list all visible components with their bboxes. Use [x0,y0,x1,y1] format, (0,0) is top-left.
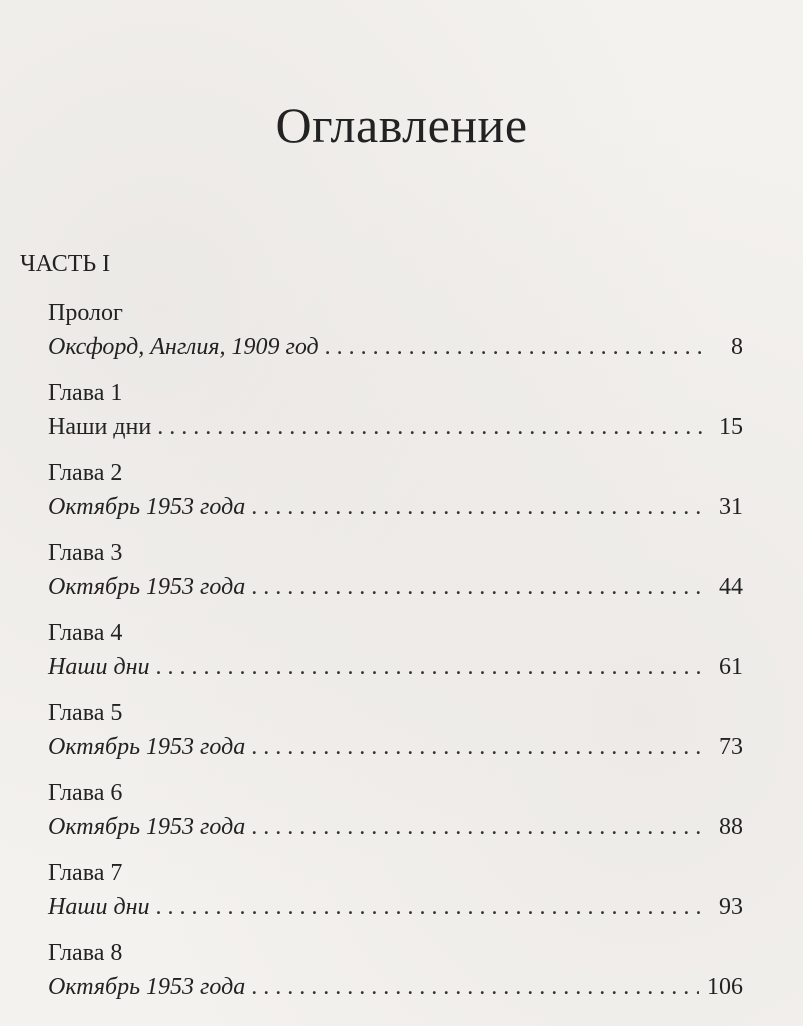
page-title: Оглавление [275,97,528,153]
dot-leader [157,410,705,444]
toc-entry[interactable] [48,378,743,458]
toc-entry-subtitle: Октябрь 1953 года [48,734,246,760]
toc-entry-page-number: 73 [719,734,743,760]
toc-entry-line [48,810,743,844]
toc-entry-label: Глава 6 [48,780,123,806]
toc-entry-line [48,730,743,764]
toc-entry-page-number: 93 [719,894,743,920]
toc-entry[interactable] [48,538,743,618]
toc-entry-subtitle: Оксфорд, Англия, 1909 год [48,334,319,360]
toc-entry-page-number: 44 [719,574,743,600]
toc-entry-label: Глава 3 [48,540,123,566]
toc-entry[interactable] [48,298,743,378]
toc-entry-line [48,650,743,684]
toc-entry-label: Глава 4 [48,620,123,646]
toc-entry-subtitle: Наши дни [48,414,152,440]
part-heading: ЧАСТЬ I [20,251,111,277]
toc-entry-subtitle: Октябрь 1953 года [48,974,246,1000]
toc-entry-line [48,330,743,364]
toc-entry-label: Глава 7 [48,860,123,886]
toc-entry-line [48,570,743,604]
toc-entry-page-number: 61 [719,654,743,680]
toc-entry[interactable] [48,458,743,538]
toc-entry-label: Пролог [48,300,123,326]
toc-entry-line [48,490,743,524]
toc-entry[interactable] [48,938,743,1018]
toc-entry-page-number: 31 [719,494,743,520]
toc-entry-subtitle: Октябрь 1953 года [48,494,246,520]
toc-entry-page-number: 8 [731,334,743,360]
toc-entry[interactable] [48,698,743,778]
dot-leader [251,810,705,844]
dot-leader [325,330,705,364]
dot-leader [251,970,699,1004]
toc-entry-subtitle: Наши дни [48,654,150,680]
toc-entry-label: Глава 5 [48,700,123,726]
toc-entry[interactable] [48,778,743,858]
dot-leader [251,730,705,764]
table-of-contents [48,298,743,1018]
toc-entry-label: Глава 2 [48,460,123,486]
toc-entry[interactable] [48,618,743,698]
toc-entry-page-number: 106 [707,974,743,1000]
toc-entry[interactable] [48,858,743,938]
dot-leader [251,490,705,524]
toc-entry-subtitle: Наши дни [48,894,150,920]
toc-entry-label: Глава 8 [48,940,123,966]
toc-entry-page-number: 88 [719,814,743,840]
toc-entry-page-number: 15 [719,414,743,440]
toc-entry-line [48,970,743,1004]
toc-entry-subtitle: Октябрь 1953 года [48,574,246,600]
dot-leader [251,570,705,604]
dot-leader [156,650,706,684]
toc-entry-line [48,410,743,444]
toc-entry-line [48,890,743,924]
dot-leader [156,890,706,924]
toc-entry-subtitle: Октябрь 1953 года [48,814,246,840]
toc-entry-label: Глава 1 [48,380,123,406]
